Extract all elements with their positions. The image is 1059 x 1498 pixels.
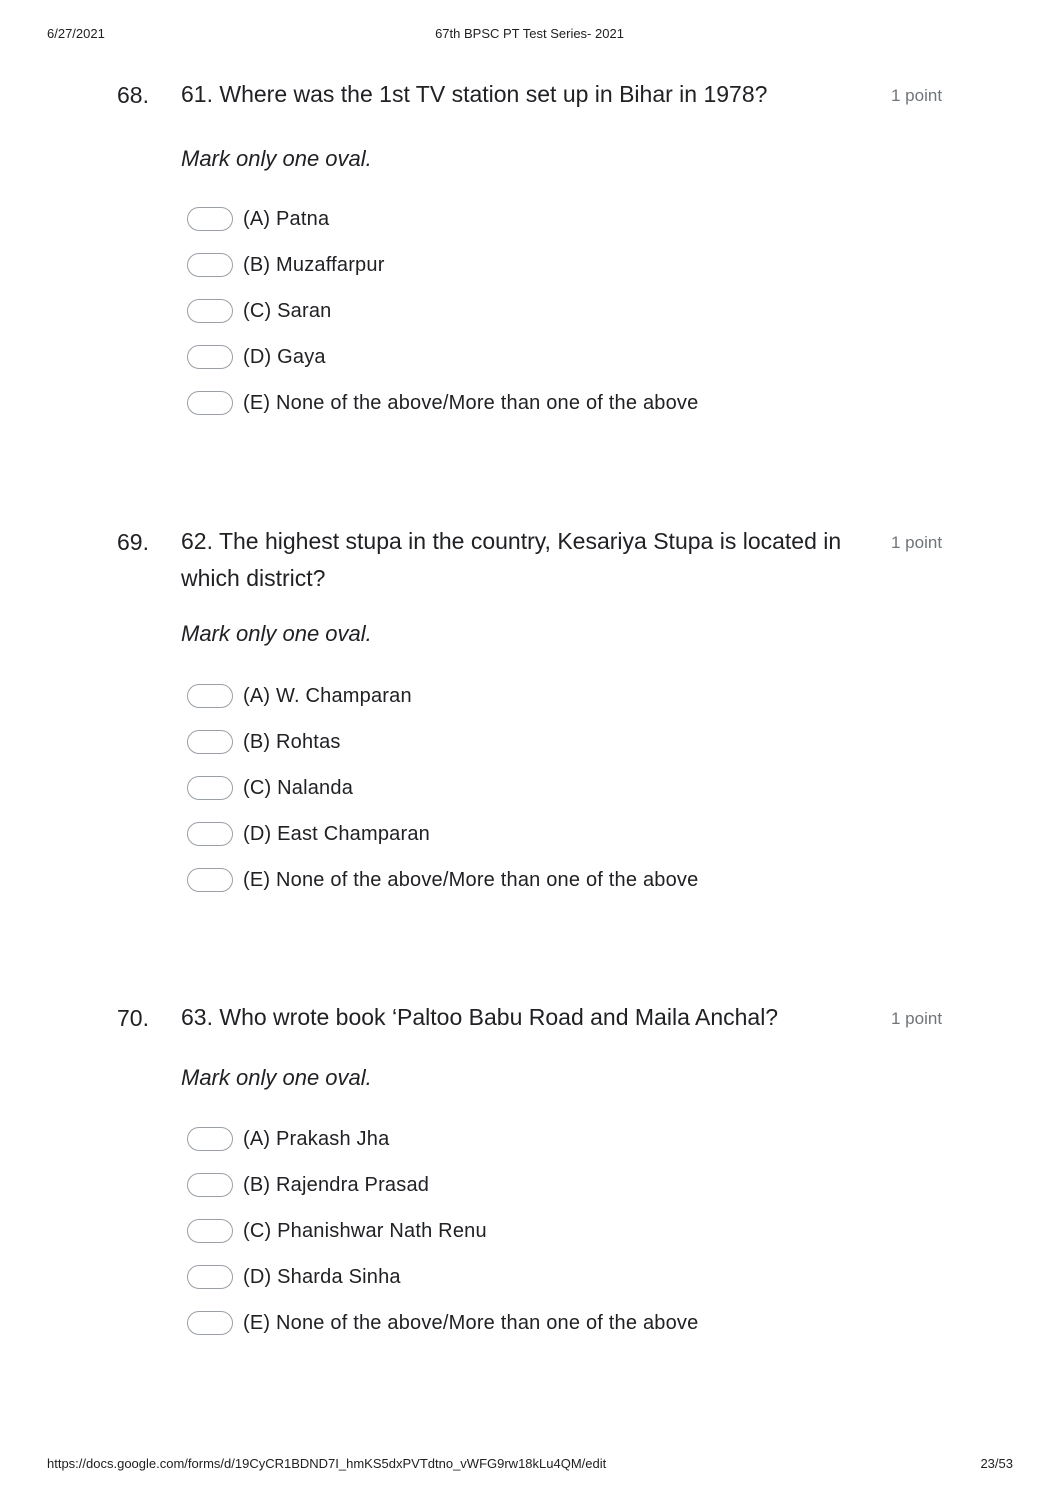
option-label: (E) None of the above/More than one of the above — [243, 1311, 699, 1334]
option-label: (E) None of the above/More than one of the above — [243, 391, 699, 414]
question-number: 68. — [117, 82, 149, 108]
radio-oval[interactable] — [187, 868, 233, 892]
option-item[interactable] — [187, 673, 698, 719]
question-hint: Mark only one oval. — [181, 1065, 372, 1090]
option-label: (B) Rohtas — [243, 730, 341, 753]
option-label: (B) Rajendra Prasad — [243, 1173, 430, 1196]
option-item[interactable] — [187, 380, 698, 426]
question-text: 61. Where was the 1st TV station set up in Bihar in 1978? — [181, 81, 768, 107]
radio-oval[interactable] — [187, 1127, 233, 1151]
option-item[interactable] — [187, 1116, 698, 1162]
radio-oval[interactable] — [187, 253, 233, 277]
question-hint: Mark only one oval. — [181, 621, 372, 646]
question-hint: Mark only one oval. — [181, 146, 372, 171]
radio-oval[interactable] — [187, 299, 233, 323]
radio-oval[interactable] — [187, 1265, 233, 1289]
option-label: (A) Patna — [243, 207, 330, 230]
options-list — [187, 673, 698, 903]
question-points: 1 point — [891, 1009, 943, 1028]
radio-oval[interactable] — [187, 730, 233, 754]
option-label: (A) Prakash Jha — [243, 1127, 390, 1150]
radio-oval[interactable] — [187, 1311, 233, 1335]
radio-oval[interactable] — [187, 1173, 233, 1197]
page-number: 23/53 — [980, 1456, 1013, 1471]
radio-oval[interactable] — [187, 391, 233, 415]
option-label: (A) W. Champaran — [243, 684, 412, 707]
radio-oval[interactable] — [187, 776, 233, 800]
question-number: 70. — [117, 1005, 149, 1031]
option-label: (E) None of the above/More than one of the above — [243, 868, 699, 891]
option-label: (C) Phanishwar Nath Renu — [243, 1219, 487, 1242]
radio-oval[interactable] — [187, 345, 233, 369]
option-item[interactable] — [187, 334, 698, 380]
option-label: (C) Saran — [243, 299, 332, 322]
option-label: (C) Nalanda — [243, 776, 354, 799]
option-item[interactable] — [187, 765, 698, 811]
option-item[interactable] — [187, 811, 698, 857]
radio-oval[interactable] — [187, 822, 233, 846]
option-item[interactable] — [187, 196, 698, 242]
footer-url: https://docs.google.com/forms/d/19CyCR1BDND7I_hmKS5dxPVTdtno_vWFG9rw18kLu4QM/edit — [47, 1456, 607, 1471]
option-label: (B) Muzaffarpur — [243, 253, 385, 276]
question-text: 62. The highest stupa in the country, Kesariya Stupa is located in which district? — [181, 528, 842, 591]
radio-oval[interactable] — [187, 207, 233, 231]
option-label: (D) East Champaran — [243, 822, 430, 845]
option-item[interactable] — [187, 288, 698, 334]
option-item[interactable] — [187, 242, 698, 288]
option-label: (D) Gaya — [243, 345, 326, 368]
option-item[interactable] — [187, 719, 698, 765]
document-title: 67th BPSC PT Test Series- 2021 — [435, 26, 624, 41]
radio-oval[interactable] — [187, 1219, 233, 1243]
option-item[interactable] — [187, 1300, 698, 1346]
radio-oval[interactable] — [187, 684, 233, 708]
question-text: 63. Who wrote book ‘Paltoo Babu Road and Maila Anchal? — [181, 1004, 779, 1030]
option-label: (D) Sharda Sinha — [243, 1265, 401, 1288]
question-number: 69. — [117, 529, 149, 555]
options-list — [187, 196, 698, 426]
option-item[interactable] — [187, 1254, 698, 1300]
option-item[interactable] — [187, 1162, 698, 1208]
options-list — [187, 1116, 698, 1346]
option-item[interactable] — [187, 857, 698, 903]
print-date: 6/27/2021 — [47, 26, 105, 41]
question-points: 1 point — [891, 533, 943, 552]
question-points: 1 point — [891, 86, 943, 105]
option-item[interactable] — [187, 1208, 698, 1254]
